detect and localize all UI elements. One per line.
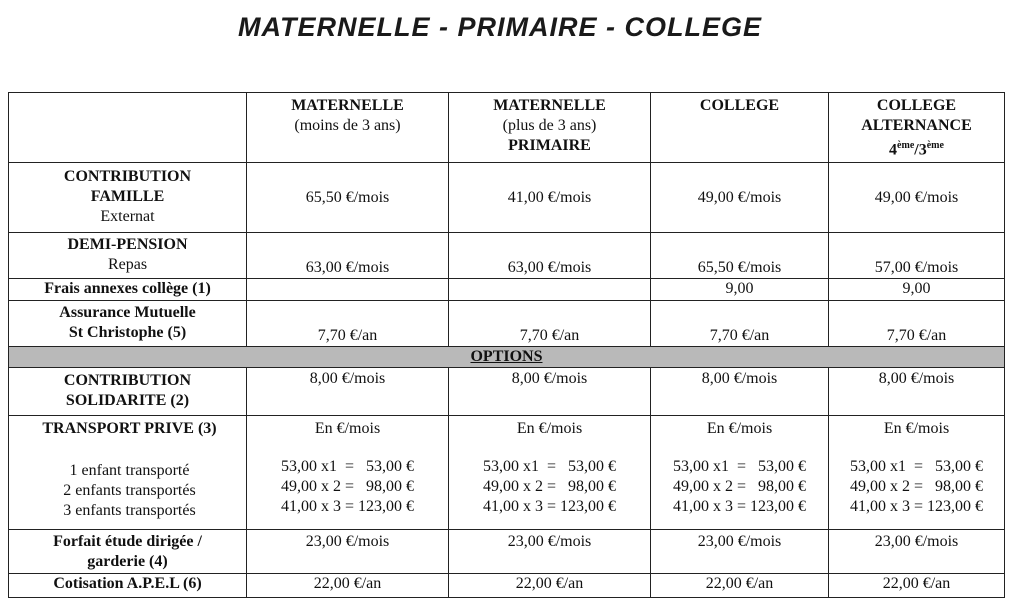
cell-value: 65,50 €/mois <box>247 163 449 233</box>
cell-value: 23,00 €/mois <box>449 530 651 574</box>
header-sublabel: (moins de 3 ans) <box>294 117 401 134</box>
cell-value: 9,00 <box>829 279 1005 301</box>
row-etude-dirigee <box>9 530 1005 574</box>
row-label: Forfait étude dirigée / garderie (4) <box>9 530 247 574</box>
cell-value: 9,00 <box>651 279 829 301</box>
row-label: DEMI-PENSION Repas <box>9 233 247 279</box>
header-label: COLLEGE <box>876 97 957 114</box>
row-contribution-famille <box>9 163 1005 233</box>
cell-value: 22,00 €/an <box>651 574 829 598</box>
row-cotisation-apel <box>9 574 1005 598</box>
cell-value <box>449 279 651 301</box>
header-maternelle-plus-3 <box>449 93 651 163</box>
row-label: CONTRIBUTION SOLIDARITE (2) <box>9 368 247 416</box>
row-options <box>9 347 1005 368</box>
cell-value: 7,70 €/an <box>449 301 651 347</box>
transport-cell: En €/mois 53,00 x1 = 53,00 € 49,00 x 2 = 98,00 € 41,00 x 3 = 123,00 € <box>247 416 449 530</box>
cell-value: 41,00 €/mois <box>449 163 651 233</box>
header-label: COLLEGE <box>699 97 780 114</box>
cell-value: 7,70 €/an <box>829 301 1005 347</box>
header-sublabel: (plus de 3 ans) <box>502 117 597 134</box>
header-label-primaire: PRIMAIRE <box>508 137 591 154</box>
header-college <box>651 93 829 163</box>
transport-cell: En €/mois 53,00 x1 = 53,00 € 49,00 x 2 = 98,00 € 41,00 x 3 = 123,00 € <box>449 416 651 530</box>
page-title: MATERNELLE - PRIMAIRE - COLLEGE <box>238 12 762 42</box>
cell-value: 57,00 €/mois <box>829 233 1005 279</box>
cell-value: 49,00 €/mois <box>829 163 1005 233</box>
fees-table <box>8 92 1005 598</box>
cell-value: 65,50 €/mois <box>651 233 829 279</box>
cell-value: 63,00 €/mois <box>449 233 651 279</box>
cell-value: 23,00 €/mois <box>829 530 1005 574</box>
cell-value: 8,00 €/mois <box>449 368 651 416</box>
cell-value: 23,00 €/mois <box>651 530 829 574</box>
cell-value: 8,00 €/mois <box>651 368 829 416</box>
row-label: Frais annexes collège (1) <box>9 279 247 301</box>
header-label-alternance: ALTERNANCE <box>861 117 972 134</box>
header-empty-cell <box>9 93 247 163</box>
cell-value: 23,00 €/mois <box>247 530 449 574</box>
row-label: TRANSPORT PRIVE (3) 1 enfant transporté 2 enfants transportés 3 enfants transportés <box>9 416 247 530</box>
header-maternelle-moins-3 <box>247 93 449 163</box>
cell-value: 63,00 €/mois <box>247 233 449 279</box>
row-frais-annexes <box>9 279 1005 301</box>
cell-value <box>247 279 449 301</box>
transport-cell: En €/mois 53,00 x1 = 53,00 € 49,00 x 2 = 98,00 € 41,00 x 3 = 123,00 € <box>829 416 1005 530</box>
cell-value: 22,00 €/an <box>829 574 1005 598</box>
row-contribution-solidarite <box>9 368 1005 416</box>
header-college-alternance <box>829 93 1005 163</box>
header-row <box>9 93 1005 163</box>
cell-value: 8,00 €/mois <box>829 368 1005 416</box>
row-label: Cotisation A.P.E.L (6) <box>9 574 247 598</box>
row-demi-pension <box>9 233 1005 279</box>
cell-value: 7,70 €/an <box>247 301 449 347</box>
options-heading: OPTIONS <box>9 347 1005 368</box>
cell-value: 7,70 €/an <box>651 301 829 347</box>
cell-value: 49,00 €/mois <box>651 163 829 233</box>
transport-cell: En €/mois 53,00 x1 = 53,00 € 49,00 x 2 = 98,00 € 41,00 x 3 = 123,00 € <box>651 416 829 530</box>
row-assurance <box>9 301 1005 347</box>
header-label: MATERNELLE <box>291 97 404 114</box>
row-transport <box>9 416 1005 530</box>
cell-value: 8,00 €/mois <box>247 368 449 416</box>
cell-value: 22,00 €/an <box>449 574 651 598</box>
row-label: Assurance Mutuelle St Christophe (5) <box>9 301 247 347</box>
row-label: CONTRIBUTION FAMILLE Externat <box>9 163 247 233</box>
cell-value: 22,00 €/an <box>247 574 449 598</box>
header-label-levels: 4ème/3ème <box>889 140 944 159</box>
header-label: MATERNELLE <box>493 97 606 114</box>
